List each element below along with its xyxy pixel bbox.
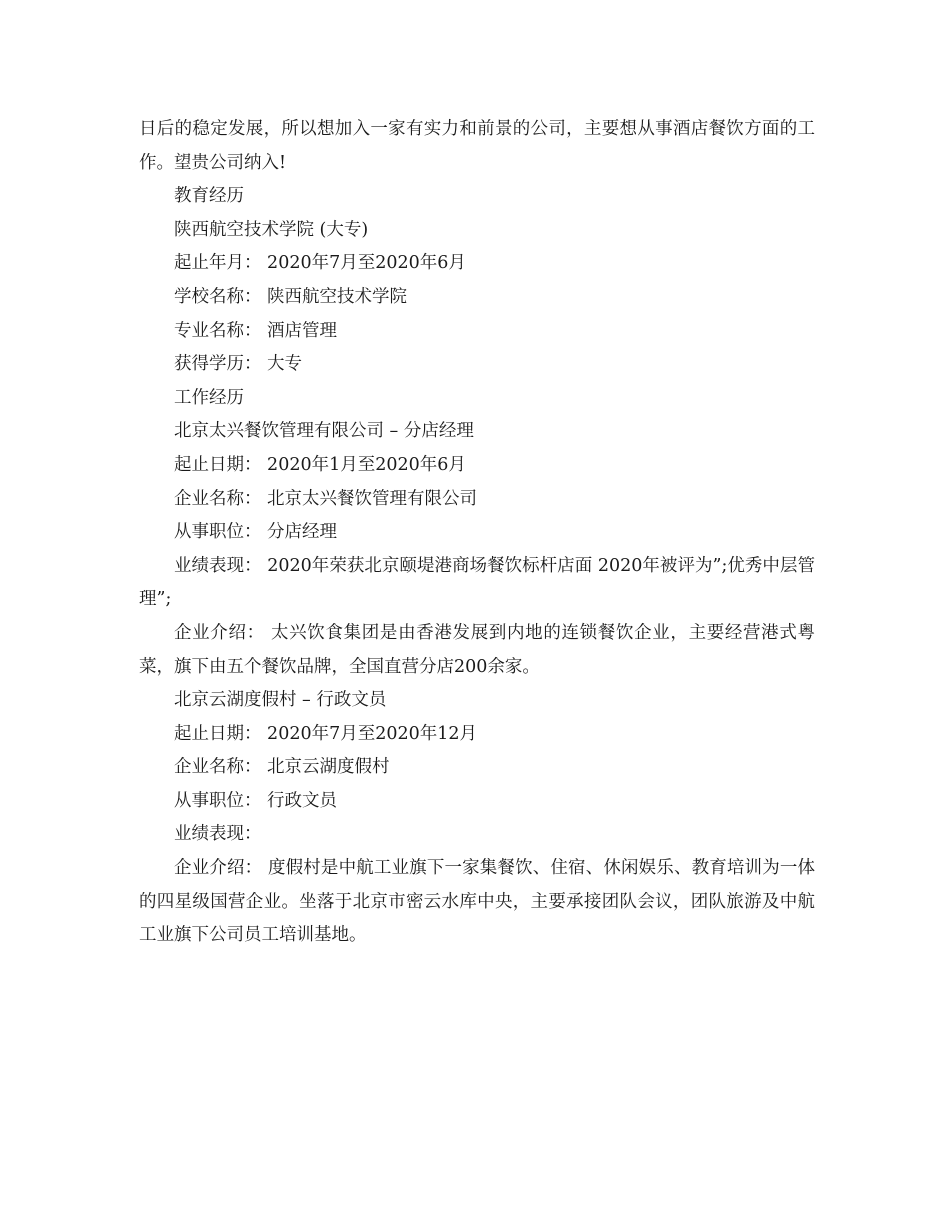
job-1-title: 北京太兴餐饮管理有限公司 – 分店经理: [174, 421, 474, 442]
job-2-achievements: 业绩表现：: [174, 824, 262, 845]
job-2-company: 企业名称： 北京云湖度假村: [174, 757, 390, 778]
job-1-achievements: 业绩表现： 2020年荣获北京颐堤港商场餐饮标杆店面 2020年被评为”;优秀中层管理”;: [139, 555, 815, 610]
document-body: [139, 113, 815, 953]
section-heading-education: 教育经历: [174, 186, 244, 207]
school-name: 学校名称： 陕西航空技术学院: [174, 286, 408, 307]
job-1-company: 企业名称： 北京太兴餐饮管理有限公司: [174, 488, 478, 509]
education-period: 起止年月： 2020年7月至2020年6月: [174, 253, 466, 274]
major-name: 专业名称： 酒店管理: [174, 320, 338, 341]
job-1-period: 起止日期： 2020年1月至2020年6月: [174, 454, 466, 475]
job-2-position: 从事职位： 行政文员: [174, 790, 338, 811]
job-2-title: 北京云湖度假村 – 行政文员: [174, 690, 387, 711]
job-2-period: 起止日期： 2020年7月至2020年12月: [174, 723, 478, 744]
degree: 获得学历： 大专: [174, 354, 303, 375]
section-heading-work: 工作经历: [174, 387, 244, 408]
intro-continuation: 日后的稳定发展，所以想加入一家有实力和前景的公司，主要想从事酒店餐饮方面的工作。望贵公司纳入!: [139, 119, 815, 173]
job-2-company-intro: 企业介绍： 度假村是中航工业旗下一家集餐饮、住宿、休闲娱乐、教育培训为一体的四星级国营企业。坐落于北京市密云水库中央，主要承接团队会议，团队旅游及中航工业旗下公司员工培训基地。: [139, 858, 815, 946]
job-1-position: 从事职位： 分店经理: [174, 522, 338, 543]
school-title: 陕西航空技术学院 (大专): [174, 219, 369, 240]
job-1-company-intro: 企业介绍： 太兴饮食集团是由香港发展到内地的连锁餐饮企业，主要经营港式粤菜，旗下由五个餐饮品牌，全国直营分店200余家。: [139, 622, 815, 677]
